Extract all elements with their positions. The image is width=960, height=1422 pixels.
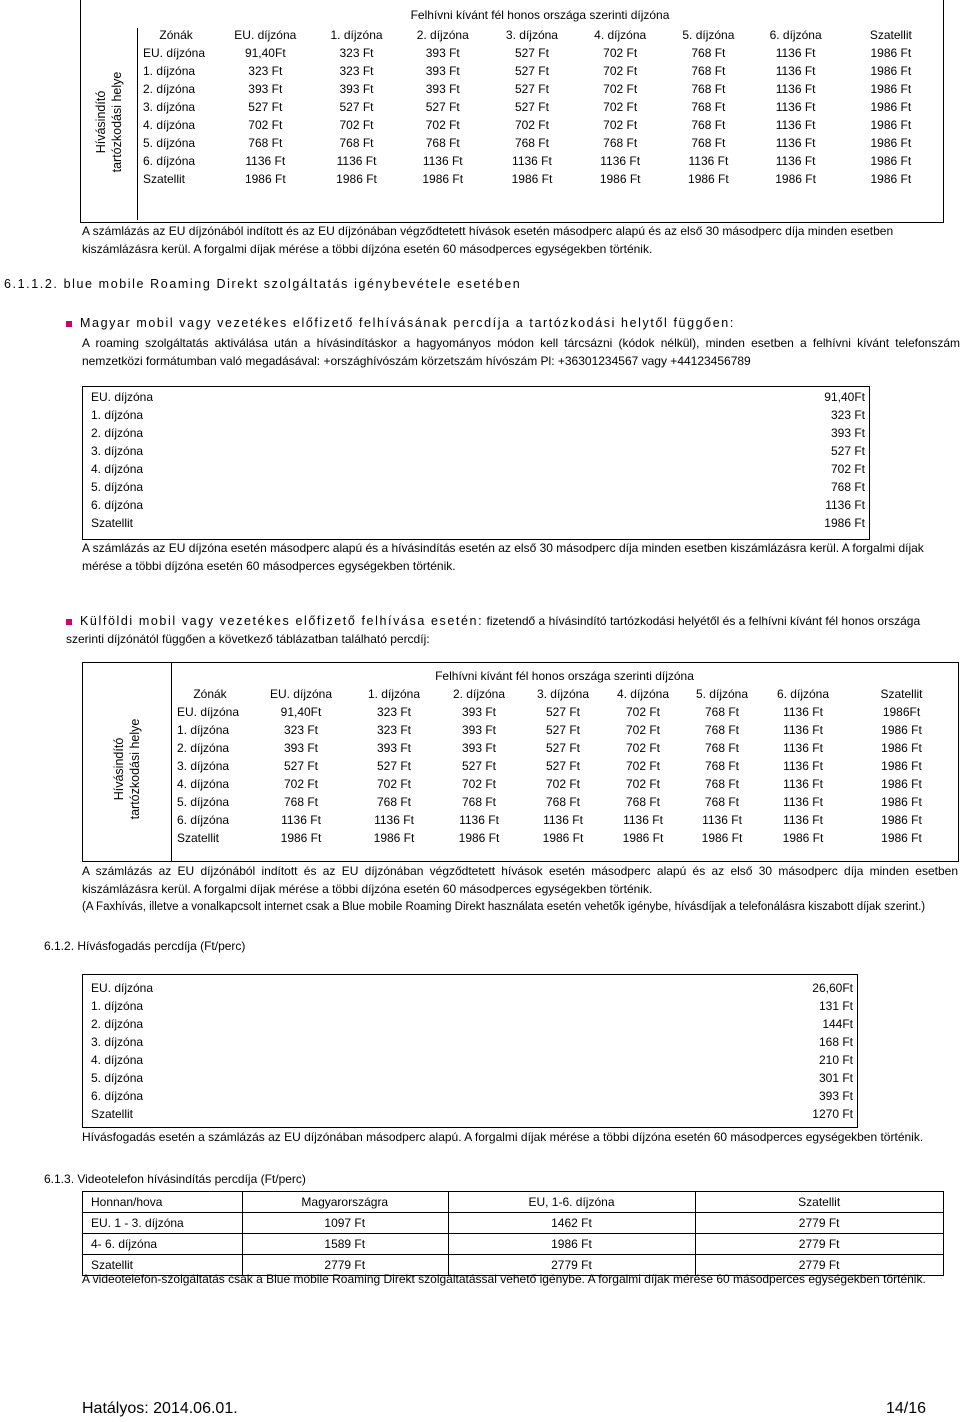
rate-cell: 1136 Ft bbox=[459, 813, 499, 827]
zone-rate: 323 Ft bbox=[830, 408, 865, 422]
zone-rate: 1986 Ft bbox=[824, 516, 865, 530]
table-row bbox=[171, 811, 958, 829]
rate-cell: 1986 Ft bbox=[244, 172, 286, 186]
rate-cell: 702 Ft bbox=[339, 118, 374, 132]
zone-label: 3. díjzóna bbox=[91, 444, 144, 458]
vertical-label-1 bbox=[81, 28, 138, 220]
rate-cell: 702 Ft bbox=[545, 777, 581, 791]
zone-label: 6. díjzóna bbox=[91, 498, 144, 512]
zone-label: EU. díjzóna bbox=[91, 390, 154, 404]
rate-cell: 1986Ft bbox=[882, 705, 921, 719]
row-label: EU. díjzóna bbox=[177, 705, 240, 719]
rate-cell: 1986 Ft bbox=[881, 795, 922, 809]
rate-cell: 768 Ft bbox=[704, 777, 740, 791]
list-item bbox=[83, 442, 869, 460]
rate-cell: 1986 Ft bbox=[448, 1234, 696, 1255]
rate-cell: 323 Ft bbox=[376, 723, 412, 737]
rate-cell: 1136 Ft bbox=[775, 136, 816, 150]
rate-cell: 768 Ft bbox=[625, 795, 661, 809]
rate-cell: 1986 Ft bbox=[422, 172, 464, 186]
rate-cell: 1136 Ft bbox=[374, 813, 414, 827]
rate-cell: 393 Ft bbox=[425, 46, 460, 60]
rate-table-2 bbox=[82, 662, 959, 862]
rate-cell: 393 Ft bbox=[461, 705, 497, 719]
page-number: 14/16 bbox=[886, 1400, 927, 1417]
rate-cell: 1986 Ft bbox=[599, 172, 641, 186]
column-header: 3. díjzóna bbox=[505, 28, 558, 42]
rate-cell: 1986 Ft bbox=[870, 172, 912, 186]
rate-cell: 768 Ft bbox=[603, 136, 638, 150]
rate-cell: 768 Ft bbox=[425, 136, 460, 150]
row-label: EU. díjzóna bbox=[143, 46, 206, 60]
rate-cell: 91,40Ft bbox=[244, 46, 286, 60]
zone-rate: 301 Ft bbox=[818, 1071, 853, 1085]
list-item bbox=[83, 406, 869, 424]
rate-cell: 323 Ft bbox=[339, 64, 374, 78]
vertical-label-line2: tartózkodási helye bbox=[110, 71, 124, 173]
rate-cell: 1986 Ft bbox=[870, 154, 912, 168]
column-header: 1. díjzóna bbox=[367, 687, 421, 701]
table-header-1: Felhívni kívánt fél honos országa szerinti díjzóna bbox=[410, 8, 670, 22]
rate-cell: 1136 Ft bbox=[422, 154, 463, 168]
row-label: 1. díjzóna bbox=[177, 723, 230, 737]
rate-grid-2 bbox=[171, 685, 958, 847]
rate-cell: 393 Ft bbox=[376, 741, 412, 755]
rate-cell: 1589 Ft bbox=[242, 1234, 448, 1255]
list-item bbox=[83, 997, 857, 1015]
column-header: 4. díjzóna bbox=[594, 28, 647, 42]
zone-rate: 131 Ft bbox=[818, 999, 853, 1013]
column-header: Szatellit bbox=[880, 687, 923, 701]
video-table bbox=[82, 1191, 944, 1276]
rate-cell: 768 Ft bbox=[704, 795, 740, 809]
rates-box-2 bbox=[82, 974, 858, 1128]
rate-cell: 527 Ft bbox=[461, 759, 497, 773]
row-label: 3. díjzóna bbox=[177, 759, 230, 773]
rate-cell: 702 Ft bbox=[625, 741, 661, 755]
rate-cell: 1986 Ft bbox=[881, 777, 922, 791]
rate-cell: 1136 Ft bbox=[543, 813, 583, 827]
row-label: 2. díjzóna bbox=[143, 82, 196, 96]
list-item bbox=[83, 1105, 857, 1123]
list-item bbox=[83, 388, 869, 406]
rate-cell: 527 Ft bbox=[514, 82, 549, 96]
rates-table-1 bbox=[83, 388, 869, 532]
rate-cell: 1136 Ft bbox=[600, 154, 641, 168]
section-613-title: 6.1.3. Videotelefon hívásindítás percdíja (Ft/perc) bbox=[44, 1172, 306, 1186]
rate-cell: 768 Ft bbox=[545, 795, 581, 809]
table-row bbox=[171, 775, 958, 793]
zone-label: 1. díjzóna bbox=[91, 408, 144, 422]
rate-cell: 1986 Ft bbox=[881, 813, 922, 827]
rate-cell: 393 Ft bbox=[425, 64, 460, 78]
rate-cell: 768 Ft bbox=[339, 136, 374, 150]
list-item bbox=[83, 514, 869, 532]
rate-cell: 323 Ft bbox=[339, 46, 374, 60]
rates-1-note: A számlázás az EU díjzóna esetén másodperc alapú és a hívásindítás esetén az első 30 másodperc díja minden esetben kiszámlázásra kerül. A forgalmi díjak mérése a többi díjzóna esetén 60 másodperces egységekben történik. bbox=[82, 541, 924, 573]
rate-grid-1 bbox=[137, 26, 943, 188]
rates-table-2 bbox=[83, 979, 857, 1123]
rate-cell: 1136 Ft bbox=[783, 741, 823, 755]
list-item bbox=[83, 1033, 857, 1051]
zone-rate: 210 Ft bbox=[818, 1053, 853, 1067]
rate-cell: 1136 Ft bbox=[775, 118, 816, 132]
list-item bbox=[83, 460, 869, 478]
rate-cell: 1986 Ft bbox=[511, 172, 553, 186]
row-label: 1. díjzóna bbox=[143, 64, 196, 78]
column-header: 5. díjzóna bbox=[682, 28, 735, 42]
rate-cell: 1136 Ft bbox=[281, 813, 321, 827]
zone-rate: 1270 Ft bbox=[812, 1107, 853, 1121]
row-label: Szatellit bbox=[83, 1255, 243, 1276]
table-header-2: Felhívni kívánt fél honos országa szerinti díjzóna bbox=[435, 669, 694, 683]
rate-cell: 1986 Ft bbox=[870, 118, 912, 132]
rate-cell: 393 Ft bbox=[425, 82, 460, 96]
zone-label: 5. díjzóna bbox=[91, 1071, 144, 1085]
table-head-row bbox=[137, 26, 943, 44]
rate-cell: 1462 Ft bbox=[448, 1213, 696, 1234]
bullet-square-icon bbox=[66, 619, 72, 625]
rate-cell: 527 Ft bbox=[425, 100, 460, 114]
table-row bbox=[171, 793, 958, 811]
table-row bbox=[137, 80, 943, 98]
rate-cell: 702 Ft bbox=[625, 705, 661, 719]
bullet-1-title: Magyar mobil vagy vezetékes előfizető felhívásának percdíja a tartózkodási helytől függően: bbox=[80, 316, 735, 330]
column-header: Szatellit bbox=[869, 28, 912, 42]
bullet-2-text: fizetendő a hívásindító tartózkodási helyétől és a felhívni kívánt fél honos országa szerinti díjzónától függően a következő táblázatban található percdíj: bbox=[66, 614, 921, 646]
rate-cell: 2779 Ft bbox=[696, 1213, 944, 1234]
rate-cell: 1136 Ft bbox=[783, 813, 823, 827]
row-label: 5. díjzóna bbox=[143, 136, 196, 150]
rate-cell: 1136 Ft bbox=[783, 705, 823, 719]
table-row bbox=[137, 44, 943, 62]
rate-cell: 1986 Ft bbox=[881, 723, 922, 737]
column-header: 6. díjzóna bbox=[769, 28, 822, 42]
rate-cell: 702 Ft bbox=[603, 82, 638, 96]
vertical-label-2 bbox=[83, 663, 172, 861]
table-row bbox=[83, 1213, 944, 1234]
zone-rate: 393 Ft bbox=[830, 426, 865, 440]
rate-cell: 702 Ft bbox=[603, 64, 638, 78]
rate-cell: 1986 Ft bbox=[782, 831, 824, 845]
column-header: EU, 1-6. díjzóna bbox=[448, 1192, 696, 1213]
rate-cell: 1136 Ft bbox=[775, 154, 816, 168]
rate-cell: 527 Ft bbox=[545, 759, 581, 773]
rate-cell: 527 Ft bbox=[514, 46, 549, 60]
zone-rate: 393 Ft bbox=[818, 1089, 853, 1103]
vertical-label-line1: Hívásindító bbox=[94, 90, 108, 154]
rate-cell: 1136 Ft bbox=[783, 723, 823, 737]
rate-cell: 1986 Ft bbox=[870, 46, 912, 60]
table-row bbox=[83, 1234, 944, 1255]
rate-cell: 1986 Ft bbox=[870, 64, 912, 78]
zone-label: 5. díjzóna bbox=[91, 480, 144, 494]
rate-cell: 1986 Ft bbox=[688, 172, 729, 186]
table-row bbox=[137, 134, 943, 152]
rate-cell: 2779 Ft bbox=[696, 1255, 944, 1276]
table-row bbox=[137, 152, 943, 170]
zone-rate: 26,60Ft bbox=[812, 981, 853, 995]
rate-cell: 1986 Ft bbox=[458, 831, 500, 845]
table-row bbox=[137, 62, 943, 80]
row-label: EU. 1 - 3. díjzóna bbox=[83, 1213, 243, 1234]
rate-cell: 702 Ft bbox=[248, 118, 283, 132]
rate-cell: 702 Ft bbox=[603, 46, 638, 60]
rate-table-1 bbox=[80, 0, 944, 223]
rate-cell: 1986 Ft bbox=[870, 100, 912, 114]
zone-rate: 768 Ft bbox=[830, 480, 865, 494]
rate-cell: 527 Ft bbox=[545, 723, 581, 737]
section-612-title: 6.1.2. Hívásfogadás percdíja (Ft/perc) bbox=[44, 939, 246, 953]
rate-cell: 702 Ft bbox=[376, 777, 412, 791]
list-item bbox=[83, 1069, 857, 1087]
bullet-1 bbox=[66, 316, 946, 330]
vertical-label-line1: Hívásindító bbox=[112, 737, 126, 801]
table-row bbox=[137, 170, 943, 188]
list-item bbox=[83, 1051, 857, 1069]
rate-cell: 527 Ft bbox=[545, 705, 581, 719]
rate-cell: 768 Ft bbox=[691, 46, 726, 60]
rate-cell: 1097 Ft bbox=[242, 1213, 448, 1234]
bullet-2 bbox=[66, 612, 956, 648]
bullet-2-title: Külföldi mobil vagy vezetékes előfizető felhívása esetén: bbox=[80, 614, 484, 628]
column-header: EU. díjzóna bbox=[269, 687, 333, 701]
rates-box-1 bbox=[82, 386, 870, 540]
rate-cell: 1986 Ft bbox=[542, 831, 584, 845]
row-label: Szatellit bbox=[143, 172, 186, 186]
column-header: Honnan/hova bbox=[83, 1192, 243, 1213]
rate-cell: 768 Ft bbox=[691, 82, 726, 96]
rate-cell: 768 Ft bbox=[691, 100, 726, 114]
rate-cell: 1986 Ft bbox=[622, 831, 664, 845]
rate-cell: 527 Ft bbox=[339, 100, 374, 114]
rate-cell: 393 Ft bbox=[339, 82, 374, 96]
table-1-note: A számlázás az EU díjzónából indított és az EU díjzónában végződtetett hívások esetén másodperc alapú és az első 30 másodperc díja minden esetben kiszámlázásra kerül. A forgalmi díjak mérése a többi díjzóna esetén 60 másodperces egységekben történik. bbox=[82, 224, 894, 256]
rate-cell: 1986 Ft bbox=[775, 172, 816, 186]
zone-label: Szatellit bbox=[91, 516, 134, 530]
effective-date: Hatályos: 2014.06.01. bbox=[82, 1400, 238, 1417]
rate-cell: 1986 Ft bbox=[881, 831, 922, 845]
rate-cell: 768 Ft bbox=[248, 136, 283, 150]
zone-label: 3. díjzóna bbox=[91, 1035, 144, 1049]
rate-cell: 768 Ft bbox=[691, 64, 726, 78]
rate-cell: 702 Ft bbox=[425, 118, 460, 132]
rate-cell: 768 Ft bbox=[691, 118, 726, 132]
zone-rate: 91,40Ft bbox=[824, 390, 865, 404]
rate-cell: 1986 Ft bbox=[336, 172, 377, 186]
rate-cell: 1136 Ft bbox=[775, 82, 816, 96]
rate-cell: 527 Ft bbox=[514, 100, 549, 114]
rate-cell: 527 Ft bbox=[248, 100, 283, 114]
rate-cell: 323 Ft bbox=[376, 705, 412, 719]
rate-cell: 527 Ft bbox=[376, 759, 412, 773]
zone-rate: 1136 Ft bbox=[825, 498, 865, 512]
rate-cell: 2779 Ft bbox=[696, 1234, 944, 1255]
column-header: Zónák bbox=[159, 28, 193, 42]
rate-cell: 702 Ft bbox=[461, 777, 497, 791]
rate-cell: 1986 Ft bbox=[881, 759, 922, 773]
vertical-label-line2: tartózkodási helye bbox=[128, 718, 142, 820]
rate-cell: 1136 Ft bbox=[775, 100, 816, 114]
rate-cell: 768 Ft bbox=[691, 136, 726, 150]
table-row bbox=[171, 721, 958, 739]
column-header: Zónák bbox=[193, 687, 227, 701]
rate-cell: 1136 Ft bbox=[702, 813, 742, 827]
rate-cell: 1986 Ft bbox=[701, 831, 743, 845]
bullet-square-icon bbox=[66, 321, 72, 327]
column-header: 1. díjzóna bbox=[330, 28, 383, 42]
zone-rate: 144Ft bbox=[822, 1017, 853, 1031]
rate-cell: 702 Ft bbox=[625, 777, 661, 791]
column-header: Magyarországra bbox=[242, 1192, 448, 1213]
zone-label: 1. díjzóna bbox=[91, 999, 144, 1013]
rate-cell: 1986 Ft bbox=[280, 831, 322, 845]
bullet-1-text: A roaming szolgáltatás aktiválása után a hívásindításkor a hagyományos módon kell tárcsázni (kódok nélkül), minden esetben a felhívni kívánt telefonszám nemzetközi formátumban való megadásával: +országhívószám körzetszám hívószám Pl: +36301234567 vagy +44123456789 bbox=[82, 336, 960, 368]
rate-cell: 702 Ft bbox=[603, 100, 638, 114]
rate-cell: 2779 Ft bbox=[242, 1255, 448, 1276]
rate-cell: 1986 Ft bbox=[870, 136, 912, 150]
table-head-row bbox=[83, 1192, 944, 1213]
rate-cell: 1136 Ft bbox=[688, 154, 729, 168]
column-header: Szatellit bbox=[696, 1192, 944, 1213]
list-item bbox=[83, 496, 869, 514]
column-header: EU. díjzóna bbox=[234, 28, 297, 42]
rate-cell: 91,40Ft bbox=[280, 705, 322, 719]
zone-label: 2. díjzóna bbox=[91, 1017, 144, 1031]
rate-cell: 1136 Ft bbox=[783, 777, 823, 791]
rate-cell: 702 Ft bbox=[283, 777, 319, 791]
column-header: 6. díjzóna bbox=[776, 687, 830, 701]
rate-cell: 527 Ft bbox=[514, 64, 549, 78]
rate-cell: 393 Ft bbox=[283, 741, 319, 755]
row-label: 4. díjzóna bbox=[143, 118, 196, 132]
table-row bbox=[137, 116, 943, 134]
rate-cell: 1136 Ft bbox=[623, 813, 663, 827]
row-label: 3. díjzóna bbox=[143, 100, 196, 114]
zone-label: EU. díjzóna bbox=[91, 981, 154, 995]
row-label: 5. díjzóna bbox=[177, 795, 230, 809]
rates-2-note: Hívásfogadás esetén a számlázás az EU díjzónában másodperc alapú. A forgalmi díjak mérése a többi díjzóna esetén 60 másodperces egységekben történik. bbox=[82, 1130, 924, 1144]
video-note: A videotelefon-szolgáltatás csak a Blue mobile Roaming Direkt szolgáltatással vehető igénybe. A forgalmi díjak mérése 60 másodperces egységekben történik. bbox=[82, 1272, 926, 1286]
table-row bbox=[171, 703, 958, 721]
rate-cell: 768 Ft bbox=[514, 136, 549, 150]
list-item bbox=[83, 478, 869, 496]
rate-cell: 768 Ft bbox=[704, 741, 740, 755]
table-2-note: A számlázás az EU díjzónából indított és az EU díjzónában végződtetett hívások esetén másodperc alapú és az első 30 másodperc díja minden esetben kiszámlázásra kerül. A forgalmi díjak mérése a többi díjzóna esetén 60 másodperces egységekben történik. bbox=[82, 864, 958, 896]
table-row bbox=[171, 739, 958, 757]
rate-cell: 768 Ft bbox=[283, 795, 319, 809]
rate-cell: 702 Ft bbox=[603, 118, 638, 132]
table-2-note2: (A Faxhívás, illetve a vonalkapcsolt internet csak a Blue mobile Roaming Direkt használata esetén vehetők igénybe, hívásdíjak a telefonálásra kiszabott díjak szerint.) bbox=[82, 901, 926, 913]
list-item bbox=[83, 424, 869, 442]
table-row bbox=[137, 98, 943, 116]
column-header: 2. díjzóna bbox=[416, 28, 469, 42]
rate-cell: 527 Ft bbox=[545, 741, 581, 755]
zone-rate: 168 Ft bbox=[818, 1035, 853, 1049]
rate-cell: 702 Ft bbox=[514, 118, 549, 132]
list-item bbox=[83, 1015, 857, 1033]
column-header: 3. díjzóna bbox=[536, 687, 590, 701]
rate-cell: 1136 Ft bbox=[245, 154, 286, 168]
rate-cell: 1136 Ft bbox=[775, 64, 816, 78]
rate-cell: 2779 Ft bbox=[448, 1255, 696, 1276]
column-header: 5. díjzóna bbox=[695, 687, 749, 701]
column-header: 2. díjzóna bbox=[452, 687, 506, 701]
table-head-row bbox=[171, 685, 958, 703]
rate-cell: 1136 Ft bbox=[512, 154, 552, 168]
table-row bbox=[171, 757, 958, 775]
row-label: 2. díjzóna bbox=[177, 741, 230, 755]
zone-label: 2. díjzóna bbox=[91, 426, 144, 440]
row-label: 6. díjzóna bbox=[177, 813, 230, 827]
rate-cell: 768 Ft bbox=[461, 795, 497, 809]
rate-cell: 1136 Ft bbox=[783, 759, 823, 773]
rate-cell: 1136 Ft bbox=[336, 154, 377, 168]
zone-rate: 702 Ft bbox=[830, 462, 865, 476]
rate-cell: 393 Ft bbox=[461, 723, 497, 737]
rate-cell: 527 Ft bbox=[283, 759, 319, 773]
row-label: Szatellit bbox=[177, 831, 220, 845]
rate-cell: 323 Ft bbox=[283, 723, 319, 737]
rate-cell: 1986 Ft bbox=[881, 741, 922, 755]
rate-cell: 768 Ft bbox=[376, 795, 412, 809]
zone-label: 4. díjzóna bbox=[91, 462, 144, 476]
rate-cell: 1986 Ft bbox=[870, 82, 912, 96]
rate-cell: 768 Ft bbox=[704, 723, 740, 737]
rate-cell: 1136 Ft bbox=[783, 795, 823, 809]
rate-cell: 393 Ft bbox=[248, 82, 283, 96]
section-6112-title: 6.1.1.2. blue mobile Roaming Direkt szolgáltatás igénybevétele esetében bbox=[4, 277, 522, 291]
zone-rate: 527 Ft bbox=[830, 444, 865, 458]
list-item bbox=[83, 1087, 857, 1105]
rate-cell: 1136 Ft bbox=[775, 46, 816, 60]
rate-cell: 768 Ft bbox=[704, 705, 740, 719]
rate-cell: 323 Ft bbox=[248, 64, 283, 78]
row-label: 4. díjzóna bbox=[177, 777, 230, 791]
rate-cell: 393 Ft bbox=[461, 741, 497, 755]
rate-cell: 1986 Ft bbox=[373, 831, 415, 845]
column-header: 4. díjzóna bbox=[616, 687, 670, 701]
rate-cell: 702 Ft bbox=[625, 723, 661, 737]
table-row bbox=[171, 829, 958, 847]
zone-label: Szatellit bbox=[91, 1107, 134, 1121]
row-label: 6. díjzóna bbox=[143, 154, 196, 168]
zone-label: 6. díjzóna bbox=[91, 1089, 144, 1103]
rate-cell: 768 Ft bbox=[704, 759, 740, 773]
row-label: 4- 6. díjzóna bbox=[83, 1234, 243, 1255]
list-item bbox=[83, 979, 857, 997]
zone-label: 4. díjzóna bbox=[91, 1053, 144, 1067]
rate-cell: 702 Ft bbox=[625, 759, 661, 773]
